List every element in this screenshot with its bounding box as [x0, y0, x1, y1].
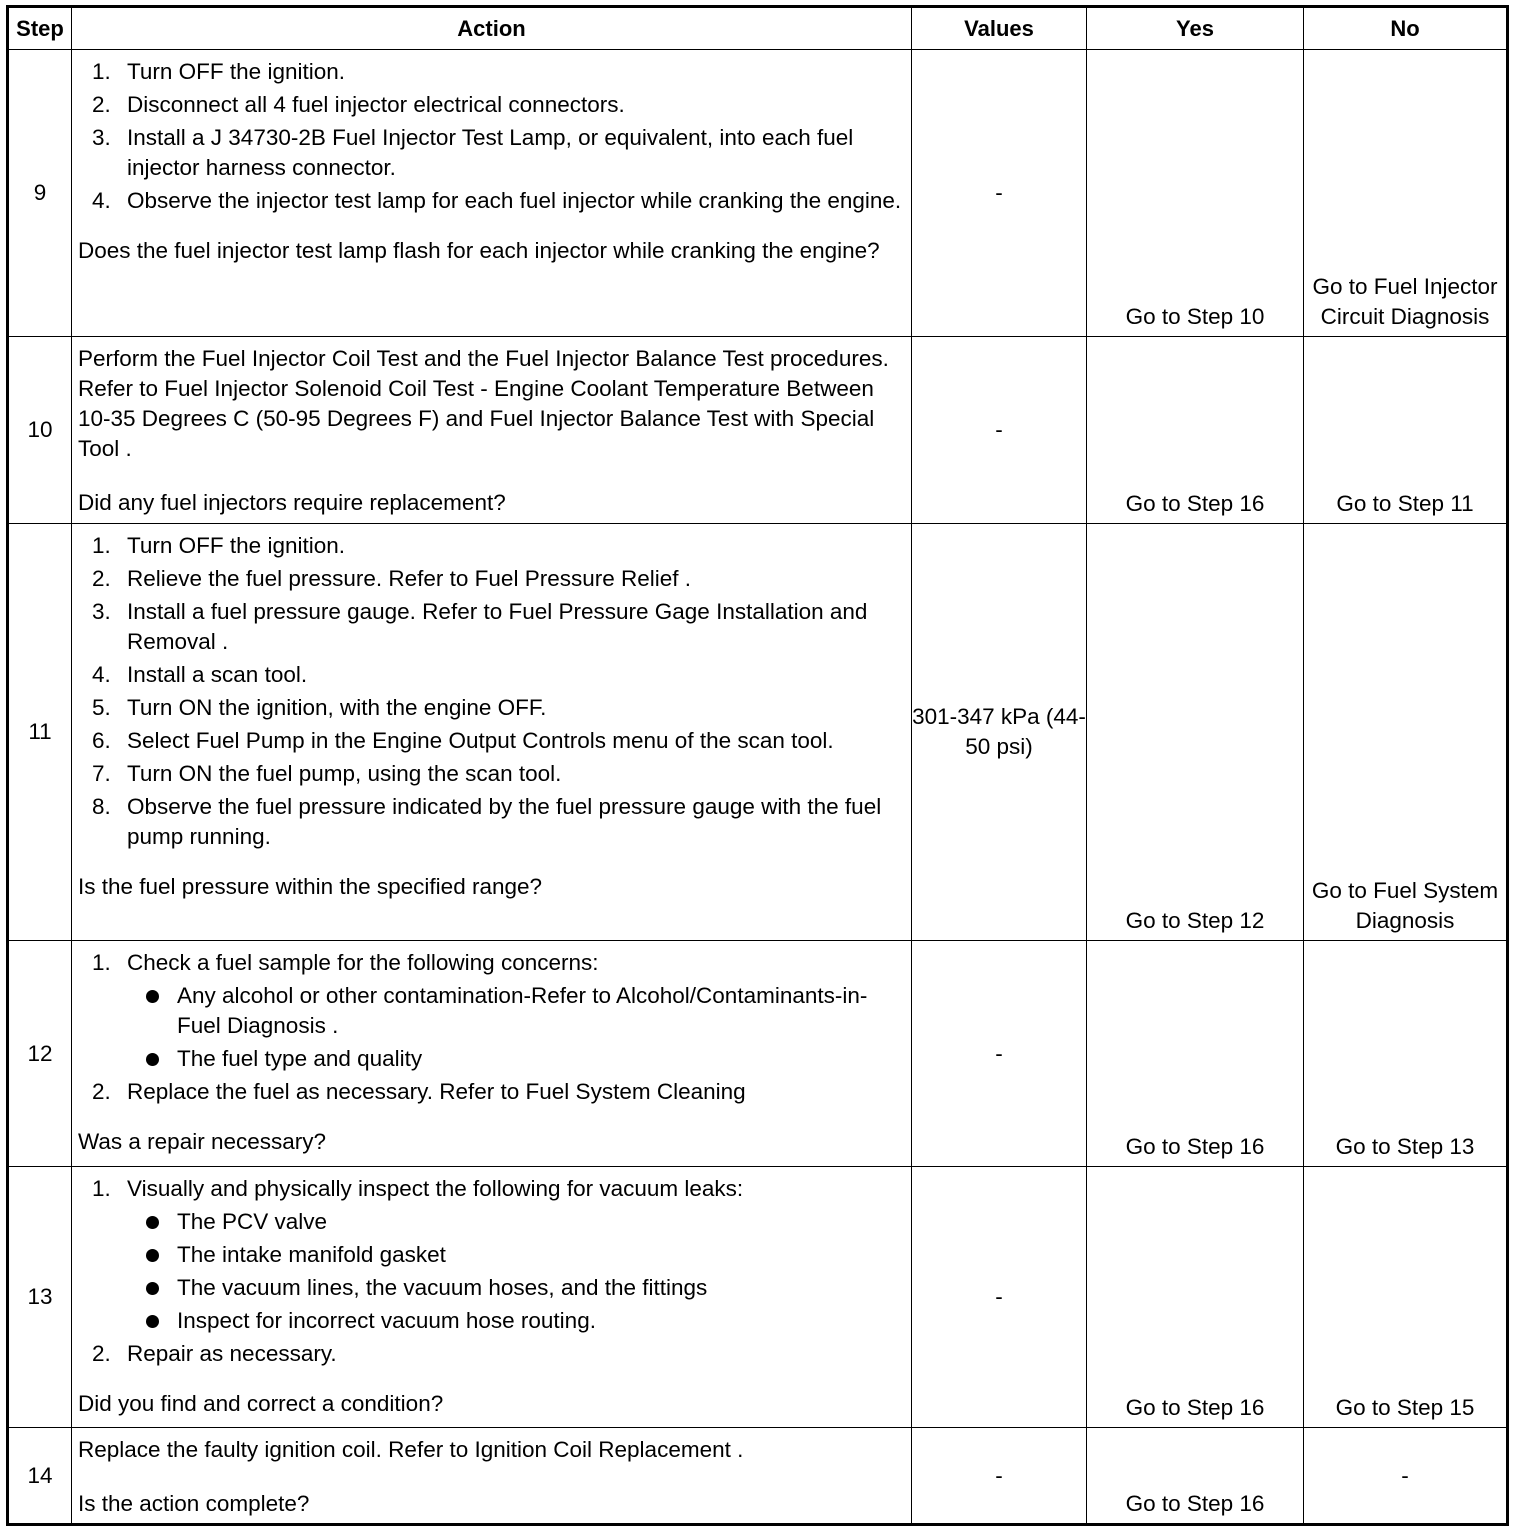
action-question: Is the fuel pressure within the specified range? [78, 874, 543, 899]
action-step [78, 186, 905, 216]
step-index: 3. [92, 599, 111, 624]
bullet-item: Any alcohol or other contamination-Refer to Alcohol/Contaminants-in-Fuel Diagnosis . [127, 981, 905, 1041]
action-steps [78, 1174, 905, 1369]
bullet-item: The PCV valve [127, 1207, 905, 1237]
action-question: Was a repair necessary? [78, 1129, 327, 1154]
action-step [78, 57, 905, 87]
header-action: Action [72, 7, 912, 50]
action-cell [72, 337, 912, 524]
step-text: Turn OFF the ignition. [127, 533, 346, 558]
step-index: 6. [92, 728, 111, 753]
values-cell: - [912, 941, 1087, 1167]
action-text: Perform the Fuel Injector Coil Test and the Fuel Injector Balance Test procedures. Refer to Fuel Injector Solenoid Coil Test - Engine Coolant Temperature Between 10-35 Degrees C (50-95 Degrees F) and Fuel Injector Balance Test with Special Tool . [78, 346, 889, 461]
step-index: 7. [92, 761, 111, 786]
header-values: Values [912, 7, 1087, 50]
step-index: 1. [92, 59, 111, 84]
step-index: 3. [92, 125, 111, 150]
step-number: 10 [8, 337, 72, 524]
action-question: Does the fuel injector test lamp flash for each injector while cranking the engine? [78, 238, 880, 263]
step-text: Turn OFF the ignition. [127, 59, 346, 84]
no-link[interactable]: Go to Fuel System Diagnosis [1304, 524, 1508, 941]
action-cell [72, 524, 912, 941]
values-cell: - [912, 1428, 1087, 1525]
values-cell: - [912, 337, 1087, 524]
no-link[interactable]: Go to Step 15 [1304, 1167, 1508, 1428]
action-steps [78, 57, 905, 216]
action-step [78, 531, 905, 561]
step-number: 9 [8, 50, 72, 337]
action-step [78, 564, 905, 594]
step-text: Relieve the fuel pressure. Refer to Fuel Pressure Relief . [127, 566, 692, 591]
yes-link[interactable]: Go to Step 16 [1087, 1428, 1304, 1525]
step-text: Check a fuel sample for the following concerns: [127, 950, 599, 975]
action-step [78, 726, 905, 756]
action-cell [72, 1167, 912, 1428]
action-step [78, 1339, 905, 1369]
bullet-item: The vacuum lines, the vacuum hoses, and the fittings [127, 1273, 905, 1303]
yes-link[interactable]: Go to Step 16 [1087, 941, 1304, 1167]
step-index: 2. [92, 1079, 111, 1104]
action-step [78, 759, 905, 789]
yes-link[interactable]: Go to Step 16 [1087, 1167, 1304, 1428]
step-text: Visually and physically inspect the following for vacuum leaks: [127, 1176, 744, 1201]
step-text: Observe the injector test lamp for each fuel injector while cranking the engine. [127, 188, 902, 213]
action-step [78, 693, 905, 723]
step-index: 2. [92, 566, 111, 591]
action-steps [78, 531, 905, 852]
values-cell: - [912, 1167, 1087, 1428]
table-row [8, 524, 1508, 941]
no-value: - [1304, 1428, 1508, 1525]
step-text: Turn ON the ignition, with the engine OFF. [127, 695, 547, 720]
action-text: Replace the faulty ignition coil. Refer to Ignition Coil Replacement . [78, 1437, 744, 1462]
step-index: 1. [92, 1176, 111, 1201]
step-text: Observe the fuel pressure indicated by the fuel pressure gauge with the fuel pump running. [127, 794, 882, 849]
no-link[interactable]: Go to Fuel Injector Circuit Diagnosis [1304, 50, 1508, 337]
action-cell [72, 941, 912, 1167]
bullet-list [127, 981, 905, 1074]
action-question: Is the action complete? [78, 1491, 310, 1516]
action-step [78, 597, 905, 657]
bullet-item: The fuel type and quality [127, 1044, 905, 1074]
step-index: 1. [92, 533, 111, 558]
action-steps [78, 948, 905, 1107]
diagnostic-table [6, 5, 1509, 1526]
step-text: Install a fuel pressure gauge. Refer to Fuel Pressure Gage Installation and Removal . [127, 599, 868, 654]
header-yes: Yes [1087, 7, 1304, 50]
table-row [8, 1428, 1508, 1525]
action-step [78, 1077, 905, 1107]
no-link[interactable]: Go to Step 11 [1304, 337, 1508, 524]
action-step [78, 792, 905, 852]
action-cell [72, 50, 912, 337]
yes-link[interactable]: Go to Step 10 [1087, 50, 1304, 337]
step-text: Turn ON the fuel pump, using the scan tool. [127, 761, 562, 786]
header-row [8, 7, 1508, 50]
step-text: Install a scan tool. [127, 662, 308, 687]
step-number: 11 [8, 524, 72, 941]
step-number: 14 [8, 1428, 72, 1525]
values-cell: - [912, 50, 1087, 337]
table-row [8, 337, 1508, 524]
step-index: 8. [92, 794, 111, 819]
table-row [8, 50, 1508, 337]
no-link[interactable]: Go to Step 13 [1304, 941, 1508, 1167]
step-text: Disconnect all 4 fuel injector electrical connectors. [127, 92, 625, 117]
step-index: 2. [92, 1341, 111, 1366]
action-step [78, 123, 905, 183]
bullet-list [127, 1207, 905, 1336]
step-text: Repair as necessary. [127, 1341, 337, 1366]
action-step [78, 660, 905, 690]
step-number: 13 [8, 1167, 72, 1428]
values-cell: 301-347 kPa (44-50 psi) [912, 524, 1087, 941]
step-index: 1. [92, 950, 111, 975]
step-text: Replace the fuel as necessary. Refer to Fuel System Cleaning [127, 1079, 746, 1104]
table-row [8, 941, 1508, 1167]
step-text: Install a J 34730-2B Fuel Injector Test Lamp, or equivalent, into each fuel injector harness connector. [127, 125, 854, 180]
step-index: 4. [92, 662, 111, 687]
action-step [78, 948, 905, 1074]
bullet-item: The intake manifold gasket [127, 1240, 905, 1270]
step-index: 5. [92, 695, 111, 720]
step-index: 2. [92, 92, 111, 117]
action-cell [72, 1428, 912, 1525]
action-step [78, 90, 905, 120]
yes-link[interactable]: Go to Step 12 [1087, 524, 1304, 941]
step-index: 4. [92, 188, 111, 213]
step-text: Select Fuel Pump in the Engine Output Controls menu of the scan tool. [127, 728, 834, 753]
header-no: No [1304, 7, 1508, 50]
header-step: Step [8, 7, 72, 50]
bullet-item: Inspect for incorrect vacuum hose routing. [127, 1306, 905, 1336]
step-number: 12 [8, 941, 72, 1167]
table-row [8, 1167, 1508, 1428]
yes-link[interactable]: Go to Step 16 [1087, 337, 1304, 524]
action-step [78, 1174, 905, 1336]
action-question: Did any fuel injectors require replacement? [78, 490, 506, 515]
action-question: Did you find and correct a condition? [78, 1391, 444, 1416]
